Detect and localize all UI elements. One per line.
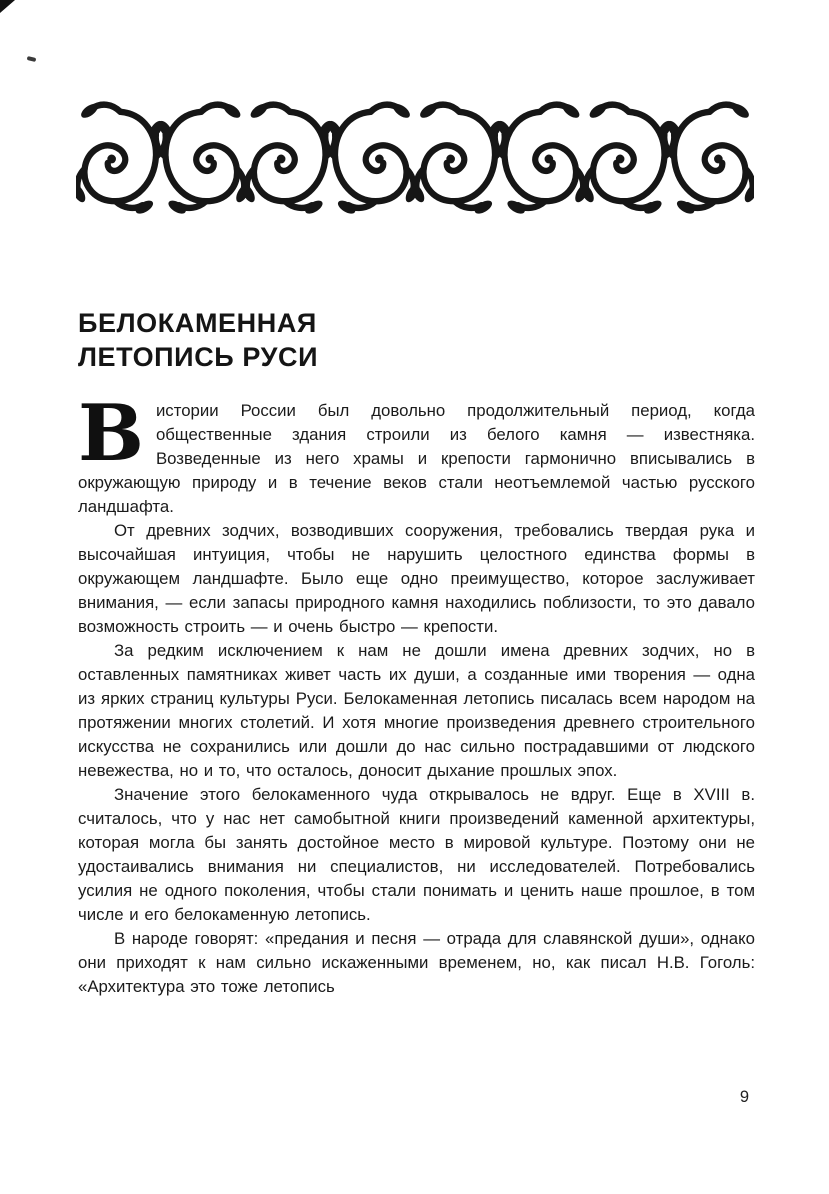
paragraph-5: В народе говорят: «предания и песня — отрада для славянской души», однако они приходят к нам сильно искаженными временем, но, как писал Н.В. Гоголь: «Архитектура это тоже летопись xyxy=(78,929,755,996)
paragraph-4: Значение этого белокаменного чуда открывалось не вдруг. Еще в XVIII в. считалось, что у нас нет самобытной книги произведений каменной архитектуры, которая могла бы занять достойное место в мировой культуре. Поэтому они не удостаивались внимания ни специалистов, ни исследователей. Потребовались усилия не одного поколения, чтобы стали понимать и ценить наше прошлое, в том числе и его белокаменную летопись. xyxy=(78,785,755,924)
scan-artifact-mark xyxy=(27,56,37,62)
scan-artifact-corner xyxy=(0,0,15,13)
page-number: 9 xyxy=(739,1088,749,1106)
paragraph-3: За редким исключением к нам не дошли имена древних зодчих, но в оставленных памятниках живет часть их души, а созданные ими творения — одна из ярких страниц культуры Руси. Белокаменная летопись писалась всем народом на протяжении многих столетий. И хотя многие произведения древнего строительного искусства не сохранились или дошли до нас сильно пострадавшими от людского невежества, но и то, что осталось, доносит дыхание прошлых эпох. xyxy=(78,641,755,780)
body-text xyxy=(78,388,755,999)
chapter-title-line2: ЛЕТОПИСЬ РУСИ xyxy=(78,342,319,372)
floral-scroll-band-icon xyxy=(76,100,754,214)
paragraph-2: От древних зодчих, возводивших сооружения, требовались твердая рука и высочайшая интуиция, чтобы не нарушить целостного единства формы в окружающем ландшафте. Было еще одно преимущество, которое заслуживает внимания, — если запасы природного камня находились поблизости, то это давало возможность строить — и очень быстро — крепости. xyxy=(78,521,755,636)
paragraph-1-text: истории России был довольно продолжительный период, когда общественные здания строили из белого камня — известняка. Возведенные из него храмы и крепости гармонично вписывались в окружающую природу и в течение веков стали неотъемлемой частью русского ландшафта. xyxy=(78,401,755,516)
drop-cap-initial: В xyxy=(78,388,144,479)
chapter-title xyxy=(78,306,318,374)
chapter-title-line1: БЕЛОКАМЕННАЯ xyxy=(78,308,317,338)
paragraph-1 xyxy=(78,388,755,519)
ornament-svg xyxy=(76,100,754,214)
